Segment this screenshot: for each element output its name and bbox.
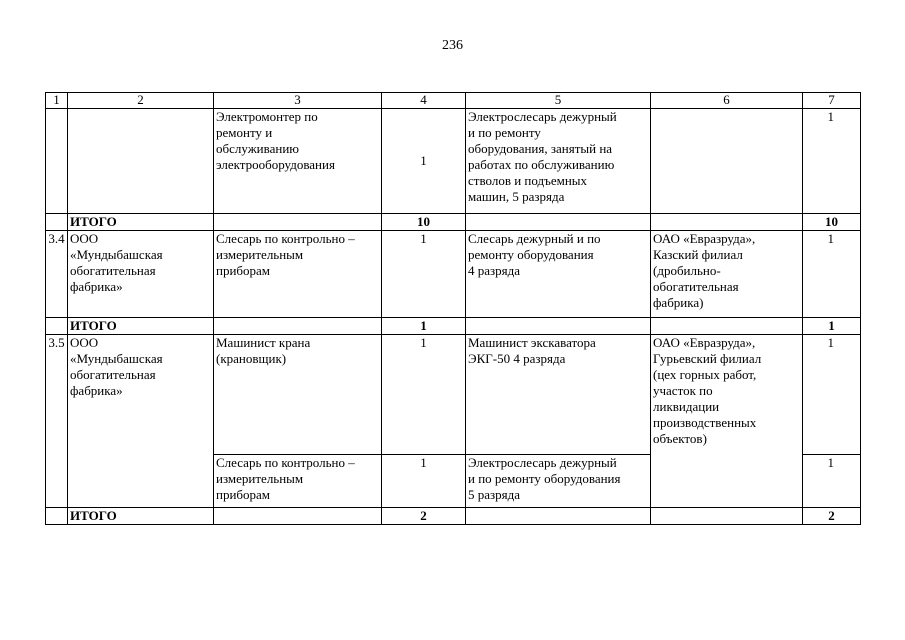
header-cell: 2 <box>68 93 214 109</box>
cell-count: 1 <box>382 109 466 214</box>
cell-count: 1 <box>382 455 466 508</box>
cell-hired: 1 <box>803 455 861 508</box>
cell-num <box>46 318 68 335</box>
header-cell: 7 <box>803 93 861 109</box>
cell-employer <box>651 318 803 335</box>
header-row <box>46 93 861 109</box>
cell-employer <box>651 508 803 525</box>
cell-new-position: Машинист экскаватора ЭКГ-50 4 разряда <box>466 335 651 455</box>
cell-hired: 1 <box>803 109 861 214</box>
cell-num <box>46 109 68 214</box>
total-count: 10 <box>382 214 466 231</box>
total-hired: 1 <box>803 318 861 335</box>
cell-position: Электромонтер по ремонту и обслуживанию электрооборудования <box>214 109 382 214</box>
cell-hired: 1 <box>803 231 861 318</box>
header-cell: 4 <box>382 93 466 109</box>
total-label: ИТОГО <box>68 214 214 231</box>
data-table <box>45 92 861 525</box>
cell-position: Слесарь по контрольно – измерительным приборам <box>214 231 382 318</box>
table-row <box>46 335 861 455</box>
cell-num <box>46 214 68 231</box>
total-label: ИТОГО <box>68 318 214 335</box>
cell-org: ООО «Мундыбашская обогатительная фабрика» <box>68 335 214 508</box>
cell-count: 1 <box>382 231 466 318</box>
header-cell: 6 <box>651 93 803 109</box>
table-row <box>46 109 861 214</box>
total-hired: 10 <box>803 214 861 231</box>
cell-position: Слесарь по контрольно – измерительным приборам <box>214 455 382 508</box>
cell-new-position <box>466 214 651 231</box>
cell-new-position <box>466 318 651 335</box>
cell-employer <box>651 214 803 231</box>
header-cell: 1 <box>46 93 68 109</box>
cell-new-position: Электрослесарь дежурный и по ремонту оборудования, занятый на работах по обслуживанию стволов и подъемных машин, 5 разряда <box>466 109 651 214</box>
cell-new-position <box>466 508 651 525</box>
cell-num <box>46 508 68 525</box>
cell-num: 3.5 <box>46 335 68 508</box>
cell-new-position: Слесарь дежурный и по ремонту оборудования 4 разряда <box>466 231 651 318</box>
header-cell: 3 <box>214 93 382 109</box>
cell-position <box>214 318 382 335</box>
cell-employer: ОАО «Евразруда», Гурьевский филиал (цех горных работ, участок по ликвидации производственных объектов) <box>651 335 803 508</box>
total-row <box>46 214 861 231</box>
page-number: 236 <box>442 38 463 53</box>
total-label: ИТОГО <box>68 508 214 525</box>
cell-position <box>214 508 382 525</box>
table-row <box>46 231 861 318</box>
cell-employer <box>651 109 803 214</box>
total-count: 2 <box>382 508 466 525</box>
cell-hired: 1 <box>803 335 861 455</box>
cell-new-position: Электрослесарь дежурный и по ремонту оборудования 5 разряда <box>466 455 651 508</box>
total-count: 1 <box>382 318 466 335</box>
total-hired: 2 <box>803 508 861 525</box>
cell-position: Машинист крана (крановщик) <box>214 335 382 455</box>
cell-org <box>68 109 214 214</box>
header-cell: 5 <box>466 93 651 109</box>
cell-employer: ОАО «Евразруда», Казский филиал (дробильно- обогатительная фабрика) <box>651 231 803 318</box>
total-row <box>46 508 861 525</box>
cell-org: ООО «Мундыбашская обогатительная фабрика» <box>68 231 214 318</box>
cell-count: 1 <box>382 335 466 455</box>
total-row <box>46 318 861 335</box>
cell-position <box>214 214 382 231</box>
cell-num: 3.4 <box>46 231 68 318</box>
